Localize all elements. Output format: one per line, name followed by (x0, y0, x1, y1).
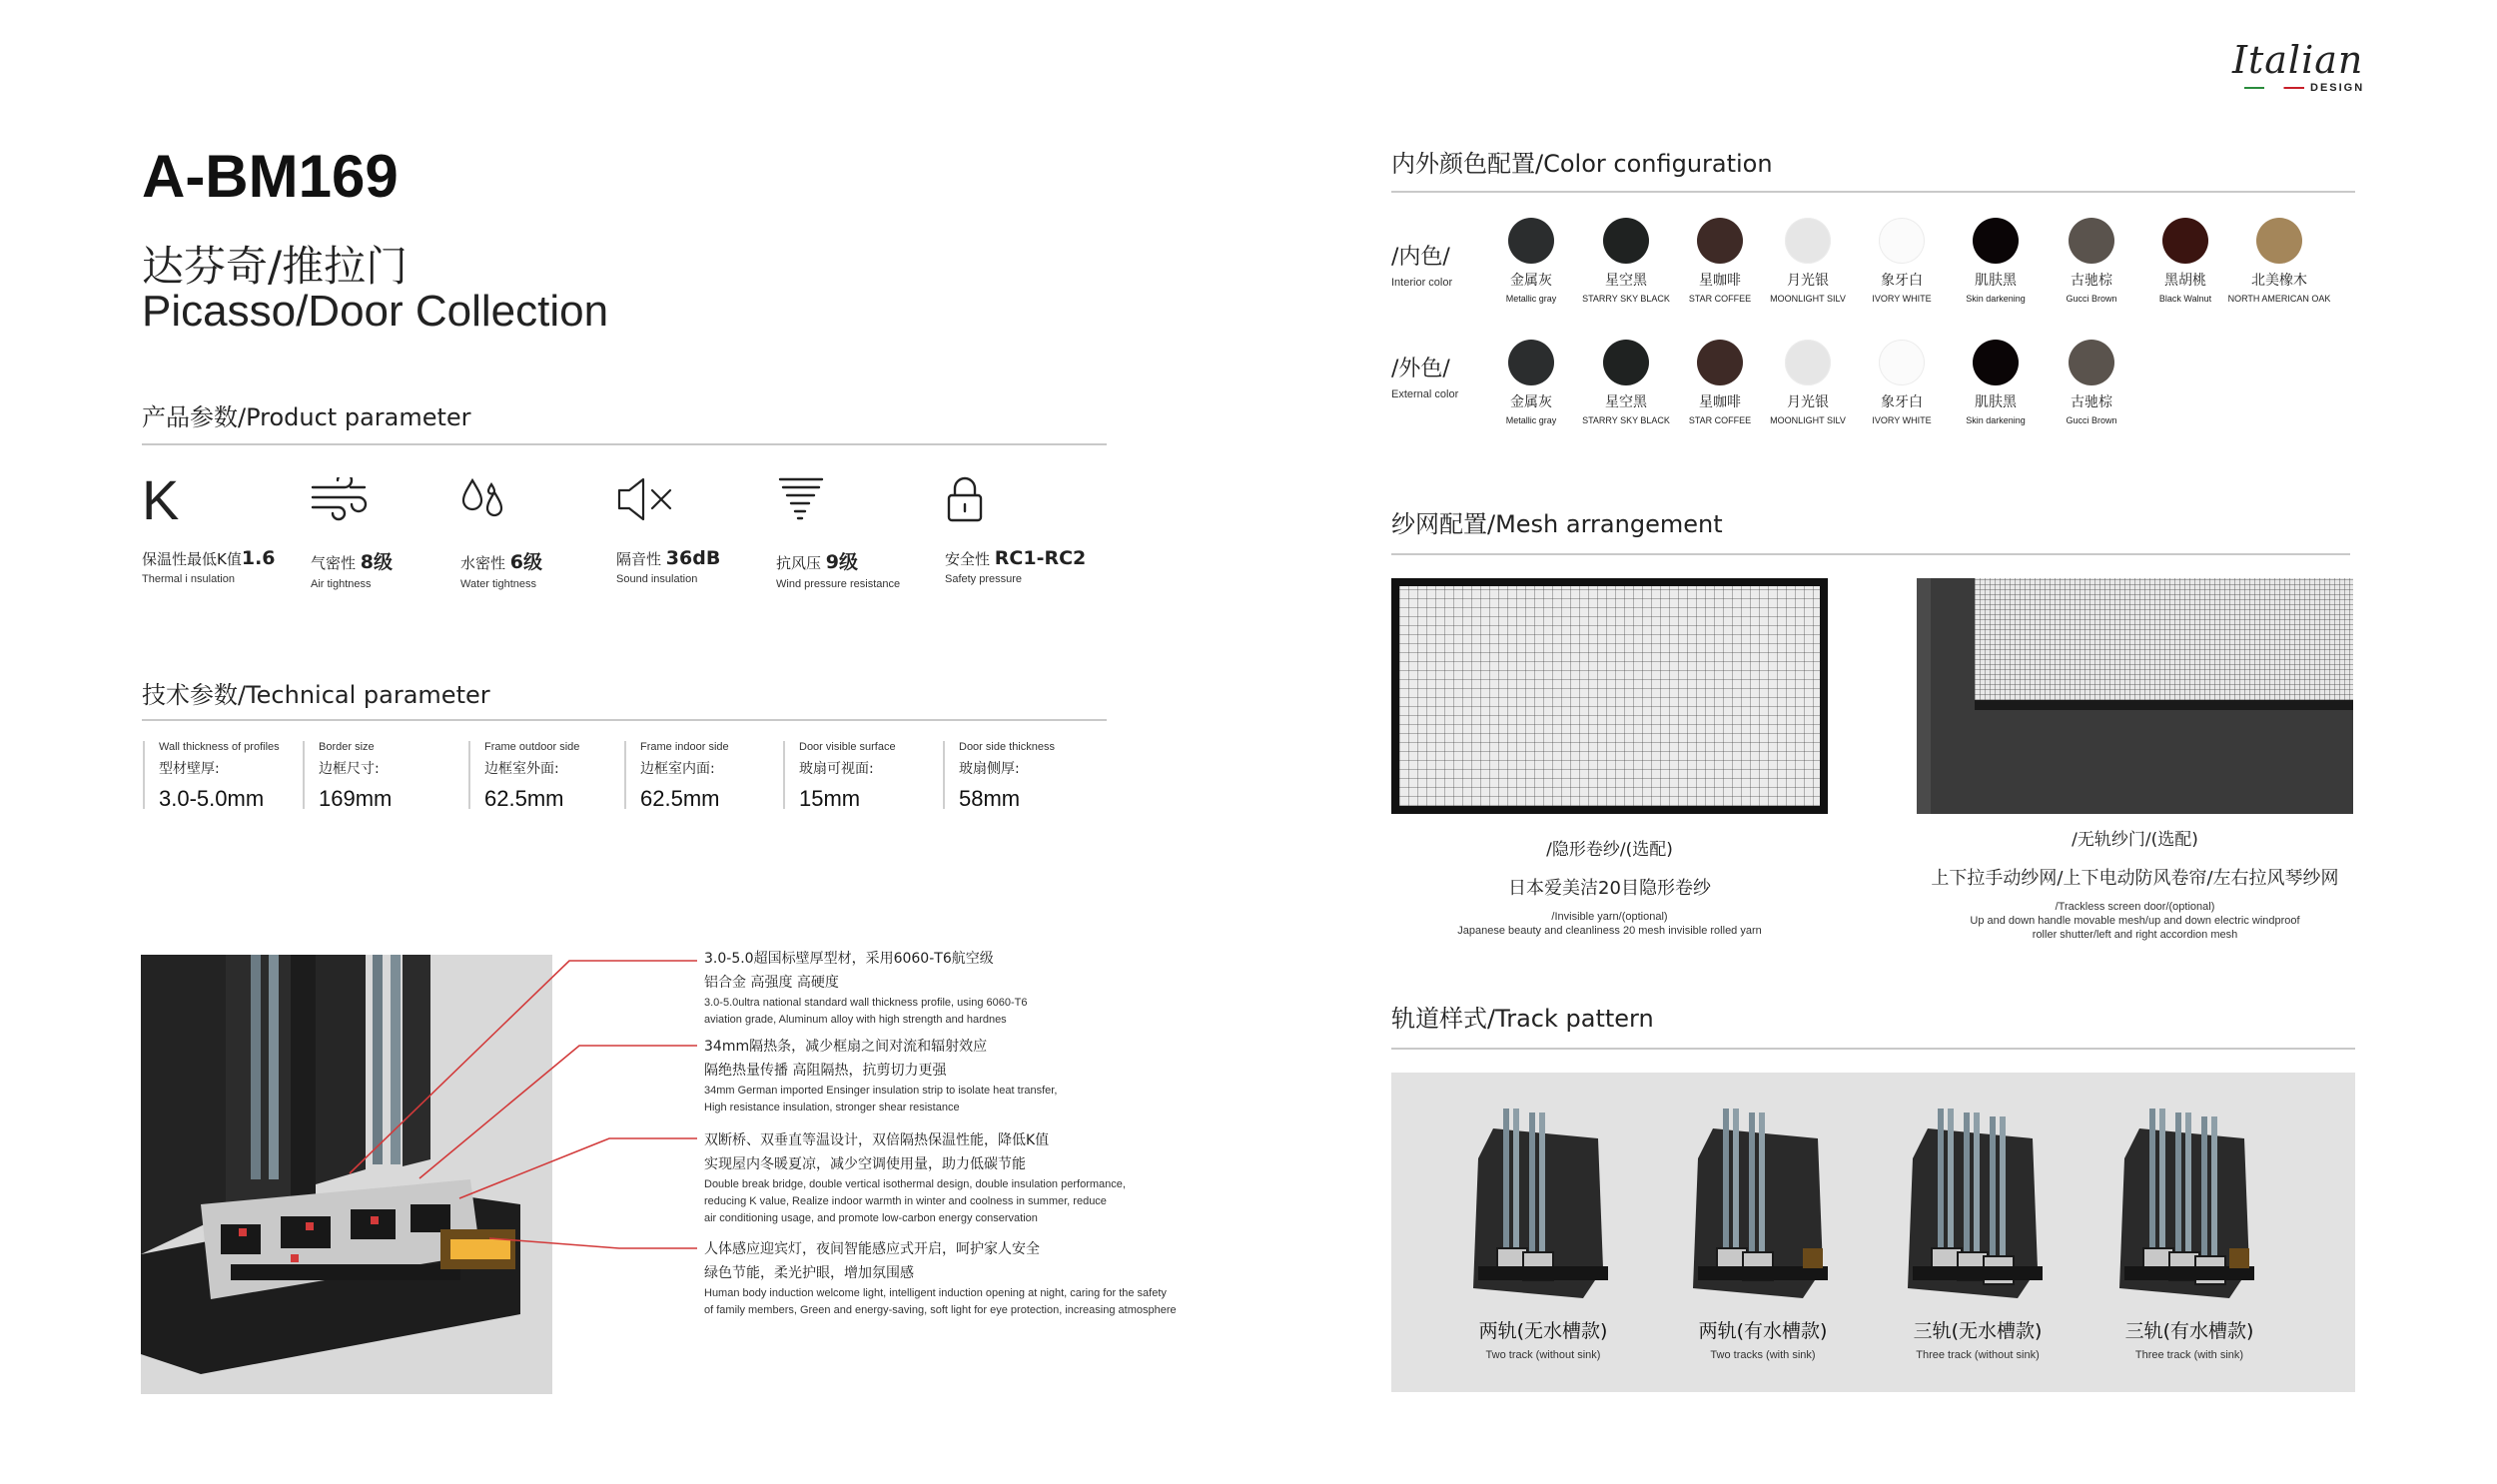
callout-en-line: 34mm German imported Ensinger insulation strip to isolate heat transfer, (704, 1085, 1058, 1097)
divider (142, 719, 1107, 721)
callout-cn-line: 实现屋内冬暖夏凉，减少空调使用量，助力低碳节能 (704, 1156, 1026, 1172)
track-profile-image (1433, 1099, 1653, 1308)
swatch-label-en: MOONLIGHT SILV (1770, 294, 1846, 304)
tech-label-en: Border size (319, 741, 375, 753)
tech-door-side (943, 741, 1055, 809)
tech-value: 169mm (319, 786, 393, 811)
exterior-swatch-6[interactable] (1973, 340, 2019, 385)
exterior-label-cn: /外色/ (1391, 357, 1450, 381)
water-drops-icon (460, 469, 542, 529)
param-sound (616, 469, 720, 585)
tech-door-visible (783, 741, 896, 809)
param-label-en: Air tightness (311, 578, 372, 590)
interior-swatch-8[interactable] (2162, 218, 2208, 264)
track-profile-image (2080, 1099, 2299, 1308)
exterior-color-row-label (1391, 352, 1458, 400)
track-label-en: Three track (without sink) (1916, 1349, 2040, 1361)
tech-label-en: Frame outdoor side (484, 741, 580, 753)
swatch-label-en: STAR COFFEE (1688, 415, 1752, 425)
swatch-label-en: Gucci Brown (2066, 294, 2117, 304)
track-label-en: Three track (with sink) (2134, 1349, 2244, 1361)
param-label: 保温性最低K值 (142, 550, 242, 568)
swatch-label-en: Skin darkening (1966, 415, 2026, 425)
callout-en-line: Human body induction welcome light, intelligent induction opening at night, caring for the safety (704, 1287, 1167, 1299)
swatch-label-cn: 古驰棕 (2071, 394, 2112, 410)
mesh-caption-type: /无轨纱门/(选配) (2072, 830, 2198, 850)
exterior-swatch-7[interactable] (2069, 340, 2114, 385)
interior-label-cn: /内色/ (1391, 245, 1450, 270)
tech-value: 58mm (959, 786, 1021, 811)
track-label-cn: 两轨(有水槽款) (1698, 1320, 1828, 1342)
mesh-caption-desc: 上下拉手动纱网/上下电动防风卷帘/左右拉风琴纱网 (1931, 868, 2339, 889)
swatch-label-en: Metallic gray (1505, 294, 1557, 304)
swatch-label-cn: 月光银 (1787, 394, 1829, 410)
tech-label-en: Wall thickness of profiles (159, 741, 280, 753)
callout-1 (704, 947, 1027, 1029)
mesh-caption-type: /隐形卷纱/(选配) (1546, 840, 1673, 860)
callout-en-line: 3.0-5.0ultra national standard wall thickness profile, using 6060-T6 (704, 997, 1028, 1009)
logo-script-text: Italian (2232, 38, 2364, 82)
track-item-3 (1868, 1099, 2087, 1361)
swatch-label-cn: 黑胡桃 (2164, 273, 2206, 289)
exterior-label-en: External color (1391, 388, 1459, 400)
interior-swatch-9[interactable] (2256, 218, 2302, 264)
mesh-caption-en: Up and down handle movable mesh/up and down electric windproof (1970, 915, 2300, 927)
callout-4 (704, 1237, 1177, 1319)
swatch-label-cn: 星空黑 (1605, 394, 1647, 410)
tech-value: 15mm (799, 786, 861, 811)
param-value: 6级 (509, 551, 543, 573)
track-label-en: Two track (without sink) (1485, 1349, 1601, 1361)
mesh-caption-desc: 日本爱美洁20目隐形卷纱 (1508, 878, 1711, 899)
swatch-label-en: MOONLIGHT SILV (1770, 415, 1846, 425)
tech-frame-indoor (624, 741, 729, 809)
interior-swatch-2[interactable] (1603, 218, 1649, 264)
track-label-cn: 三轨(无水槽款) (1913, 1320, 2043, 1342)
swatch-label-en: NORTH AMERICAN OAK (2227, 294, 2331, 304)
param-value: 1.6 (241, 547, 276, 569)
brand-logo (2232, 38, 2365, 98)
exterior-swatch-4[interactable] (1785, 340, 1831, 385)
track-item-4 (2080, 1099, 2299, 1361)
swatch-label-cn: 星空黑 (1605, 273, 1647, 289)
track-item-2 (1653, 1099, 1873, 1361)
swatch-label-cn: 肌肤黑 (1975, 273, 2017, 289)
swatch-label-cn: 古驰棕 (2071, 273, 2112, 289)
tech-label-cn: 边框室内面: (640, 761, 715, 777)
tech-label-cn: 边框室外面: (484, 761, 559, 777)
swatch-label-cn: 象牙白 (1881, 273, 1923, 289)
callout-en-line: aviation grade, Aluminum alloy with high strength and hardnes (704, 1014, 1007, 1026)
interior-label-en: Interior color (1391, 277, 1453, 289)
tech-border-size (303, 741, 392, 809)
swatch-label-en: STARRY SKY BLACK (1582, 294, 1670, 304)
logo-flag-stripe (2244, 87, 2304, 89)
callout-cn-line: 人体感应迎宾灯，夜间智能感应式开启，呵护家人安全 (704, 1241, 1040, 1257)
tornado-icon (776, 469, 900, 529)
invisible-mesh-caption (1391, 835, 1828, 938)
padlock-icon (945, 469, 1086, 529)
trackless-mesh-image (1917, 578, 2353, 814)
model-number: A-BM169 (142, 143, 399, 210)
param-label: 隔音性 (616, 550, 662, 568)
param-value: 8级 (360, 551, 394, 573)
tech-label-cn: 型材壁厚: (159, 761, 220, 777)
callout-cn-line: 隔绝热量传播 高阻隔热，抗剪切力更强 (704, 1063, 947, 1079)
divider (1391, 553, 2350, 555)
interior-swatch-3[interactable] (1697, 218, 1743, 264)
divider (142, 443, 1107, 445)
mesh-caption-en: /Invisible yarn/(optional) (1551, 911, 1668, 923)
track-item-1 (1433, 1099, 1653, 1361)
tech-value: 62.5mm (484, 786, 564, 811)
track-label-en: Two tracks (with sink) (1710, 1349, 1816, 1361)
param-label: 安全性 (945, 550, 991, 568)
track-title: 轨道样式/Track pattern (1391, 1005, 1654, 1033)
param-safety (945, 469, 1086, 585)
param-water (460, 469, 542, 590)
mesh-caption-en: roller shutter/left and right accordion mesh (2032, 929, 2238, 941)
exterior-swatch-5[interactable] (1879, 340, 1925, 385)
k-letter-icon: K (142, 467, 180, 531)
callout-2 (704, 1035, 1057, 1116)
interior-swatch-1[interactable] (1508, 218, 1554, 264)
swatch-label-cn: 肌肤黑 (1975, 394, 2017, 410)
callout-cn-line: 铝合金 高强度 高硬度 (704, 975, 839, 991)
param-air (311, 469, 393, 590)
swatch-label-en: Skin darkening (1966, 294, 2026, 304)
param-label-en: Thermal i nsulation (142, 573, 235, 585)
callout-en-line: reducing K value, Realize indoor warmth in winter and coolness in summer, reduce (704, 1195, 1107, 1207)
swatch-label-en: IVORY WHITE (1872, 415, 1932, 425)
swatch-label-cn: 金属灰 (1510, 394, 1552, 410)
divider (1391, 191, 2355, 193)
track-label-cn: 三轨(有水槽款) (2124, 1320, 2254, 1342)
track-profile-image (1653, 1099, 1873, 1308)
param-label-en: Sound insulation (616, 573, 698, 585)
param-value: 36dB (665, 547, 721, 569)
collection-title-cn: 达芬奇/推拉门 (142, 242, 409, 291)
track-profile-image (1868, 1099, 2087, 1308)
param-thermal (142, 469, 276, 585)
logo-sub-text: DESIGN (2310, 82, 2365, 94)
mesh-caption-en: Japanese beauty and cleanliness 20 mesh invisible rolled yarn (1457, 925, 1762, 937)
param-label-en: Wind pressure resistance (776, 578, 901, 590)
interior-swatch-5[interactable] (1879, 218, 1925, 264)
callout-cn-line: 34mm隔热条，减少框扇之间对流和辐射效应 (704, 1039, 988, 1055)
callout-en-line: of family members, Green and energy-saving, soft light for eye protection, increasing atmosphere (704, 1304, 1177, 1316)
callout-cn-line: 绿色节能，柔光护眼，增加氛围感 (704, 1265, 914, 1281)
param-value: RC1-RC2 (994, 547, 1087, 569)
interior-swatch-6[interactable] (1973, 218, 2019, 264)
exterior-swatch-2[interactable] (1603, 340, 1649, 385)
trackless-mesh-caption (1867, 825, 2403, 942)
swatch-label-cn: 象牙白 (1881, 394, 1923, 410)
product-parameter-title: 产品参数/Product parameter (142, 403, 471, 431)
wind-icon (311, 469, 393, 529)
technical-parameter-title: 技术参数/Technical parameter (142, 681, 490, 709)
mesh-caption-en: /Trackless screen door/(optional) (2055, 901, 2215, 913)
track-label-cn: 两轨(无水槽款) (1478, 1320, 1608, 1342)
divider (1391, 1048, 2355, 1050)
callout-en-line: air conditioning usage, and promote low-carbon energy conservation (704, 1212, 1038, 1224)
collection-title-en: Picasso/Door Collection (142, 287, 609, 336)
param-label: 水密性 (460, 554, 506, 572)
interior-swatch-4[interactable] (1785, 218, 1831, 264)
tech-label-cn: 玻扇侧厚: (959, 761, 1020, 777)
callout-cn-line: 3.0-5.0超国标壁厚型材，采用6060-T6航空级 (704, 951, 994, 967)
param-value: 9级 (825, 551, 859, 573)
color-config-title: 内外颜色配置/Color configuration (1391, 150, 1773, 178)
interior-color-row-label (1391, 240, 1452, 289)
swatch-label-cn: 北美橡木 (2251, 273, 2307, 289)
callout-en-line: Double break bridge, double vertical isothermal design, double insulation performance, (704, 1178, 1126, 1190)
swatch-label-cn: 金属灰 (1510, 273, 1552, 289)
param-label-en: Safety pressure (945, 573, 1023, 585)
swatch-label-en: IVORY WHITE (1872, 294, 1932, 304)
param-label: 气密性 (311, 554, 357, 572)
callout-3 (704, 1128, 1126, 1227)
swatch-label-cn: 星咖啡 (1699, 394, 1741, 410)
tech-wall-thickness (143, 741, 280, 809)
tech-value: 62.5mm (640, 786, 720, 811)
tech-frame-outdoor (468, 741, 579, 809)
speaker-mute-icon (616, 469, 720, 529)
exterior-swatch-3[interactable] (1697, 340, 1743, 385)
swatch-label-en: STARRY SKY BLACK (1582, 415, 1670, 425)
param-label-en: Water tightness (460, 578, 537, 590)
tech-label-en: Frame indoor side (640, 741, 729, 753)
param-label: 抗风压 (776, 554, 822, 572)
tech-label-cn: 玻扇可视面: (799, 761, 874, 777)
swatch-label-en: STAR COFFEE (1688, 294, 1752, 304)
tech-label-en: Door visible surface (799, 741, 896, 753)
exterior-swatch-1[interactable] (1508, 340, 1554, 385)
swatch-label-en: Gucci Brown (2066, 415, 2117, 425)
mesh-title: 纱网配置/Mesh arrangement (1391, 510, 1723, 538)
swatch-label-en: Black Walnut (2158, 294, 2212, 304)
callout-en-line: High resistance insulation, stronger shear resistance (704, 1102, 960, 1113)
param-wind-pressure (776, 469, 900, 590)
invisible-mesh-image (1391, 578, 1828, 814)
interior-swatch-7[interactable] (2069, 218, 2114, 264)
callout-cn-line: 双断桥、双垂直等温设计，双倍隔热保温性能，降低K值 (704, 1132, 1050, 1148)
tech-label-en: Door side thickness (959, 741, 1055, 753)
swatch-label-en: Metallic gray (1505, 415, 1557, 425)
swatch-label-cn: 月光银 (1787, 273, 1829, 289)
swatch-label-cn: 星咖啡 (1699, 273, 1741, 289)
tech-value: 3.0-5.0mm (159, 786, 265, 811)
tech-label-cn: 边框尺寸: (319, 761, 380, 777)
